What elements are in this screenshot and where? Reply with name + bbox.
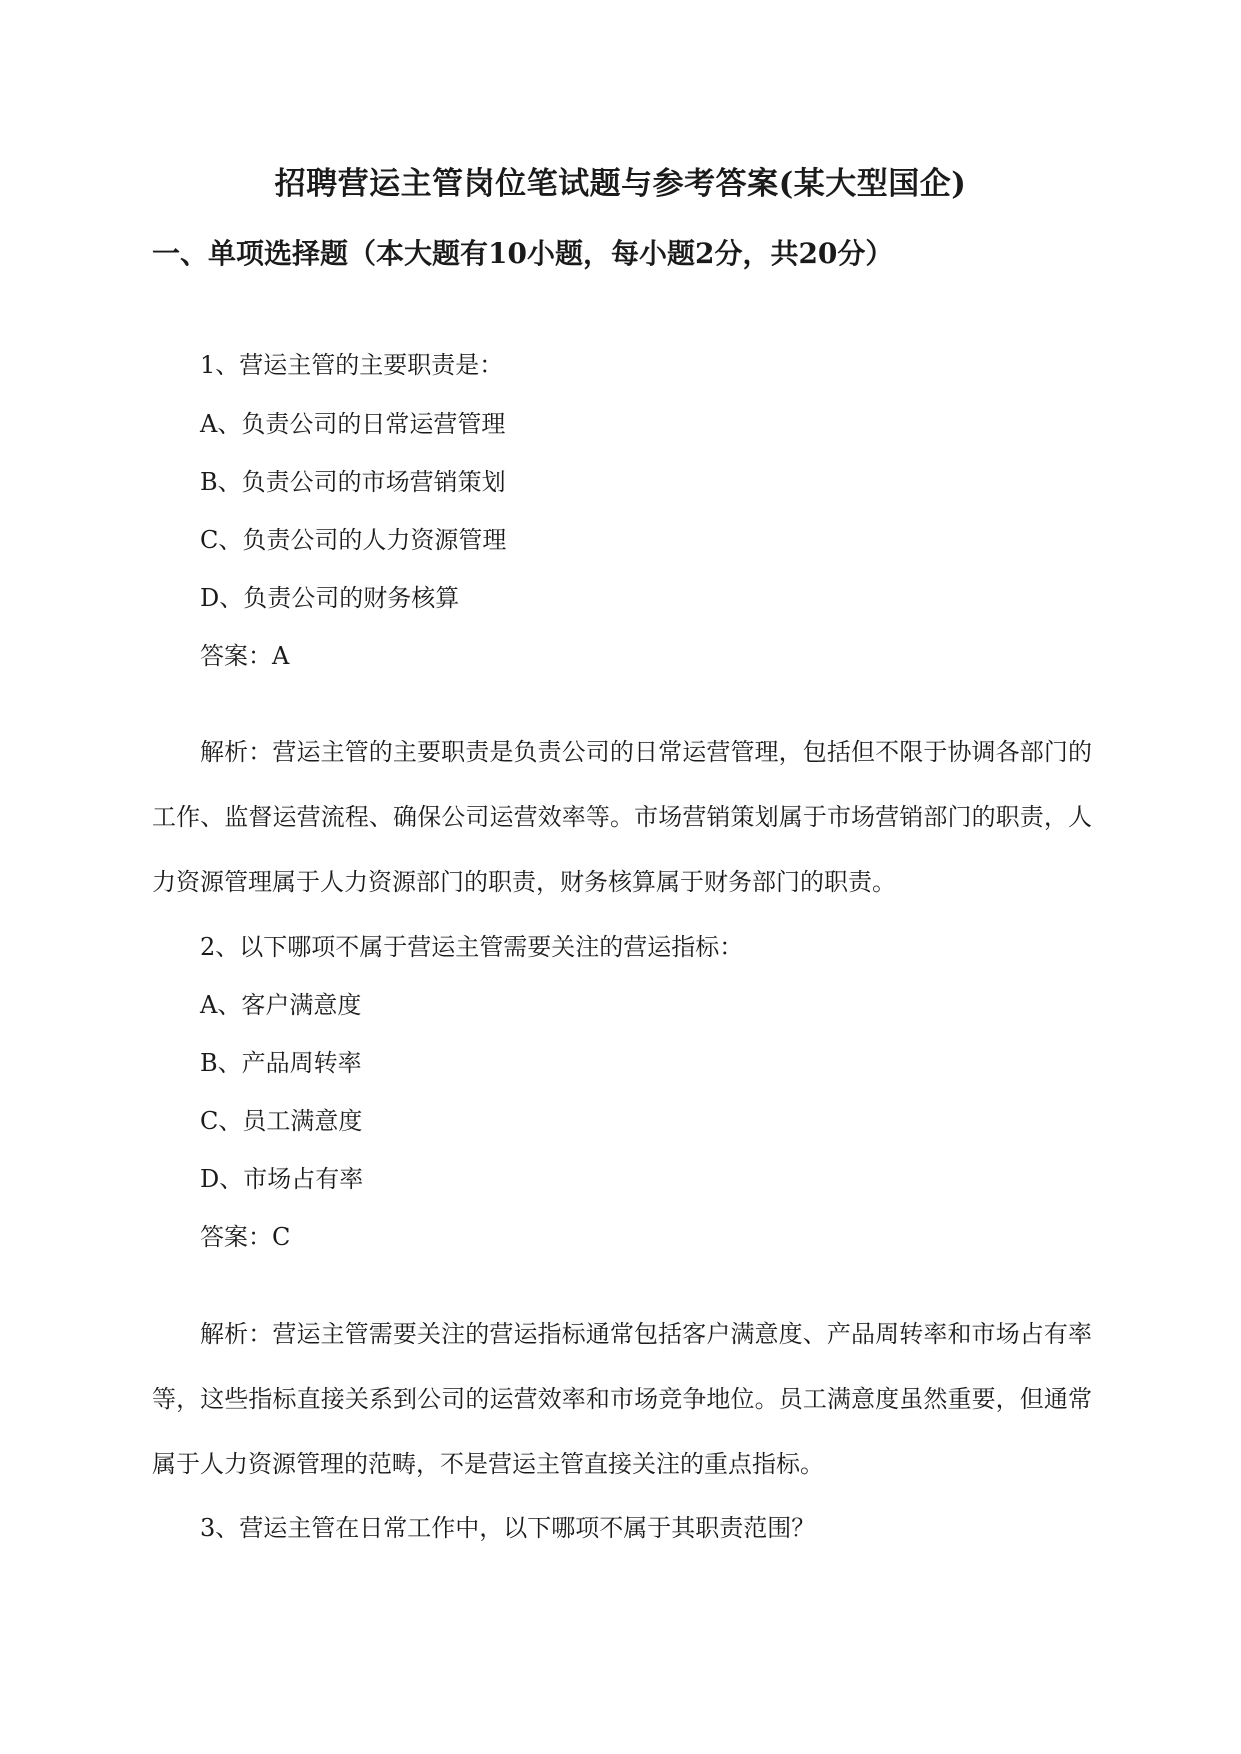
question-2-answer: 答案：C — [200, 1223, 291, 1251]
question-1-answer: 答案：A — [200, 642, 290, 670]
question-2-option-d: D、市场占有率 — [200, 1165, 364, 1193]
question-1-option-c: C、负责公司的人力资源管理 — [200, 526, 507, 554]
section-heading: 一、单项选择题（本大题有10小题，每小题2分，共20分） — [152, 237, 894, 270]
question-1-stem: 1、营运主管的主要职责是： — [200, 351, 504, 379]
question-2-option-a: A、客户满意度 — [200, 991, 362, 1019]
question-2-option-c: C、员工满意度 — [200, 1107, 363, 1135]
question-2-analysis: 解析：营运主管需要关注的营运指标通常包括客户满意度、产品周转率和市场占有率等，这些指标直接关系到公司的运营效率和市场竞争地位。员工满意度虽然重要，但通常属于人力资源管理的范畴，不是营运主管直接关注的重点指标。 — [152, 1320, 1092, 1478]
question-2-option-b: B、产品周转率 — [200, 1049, 362, 1077]
document-title: 招聘营运主管岗位笔试题与参考答案(某大型国企) — [274, 166, 967, 202]
question-1-analysis: 解析：营运主管的主要职责是负责公司的日常运营管理，包括但不限于协调各部门的工作、监督运营流程、确保公司运营效率等。市场营销策划属于市场营销部门的职责，人力资源管理属于人力资源部门的职责，财务核算属于财务部门的职责。 — [152, 738, 1092, 896]
question-1-option-a: A、负责公司的日常运营管理 — [200, 410, 506, 438]
question-3-stem: 3、营运主管在日常工作中，以下哪项不属于其职责范围？ — [200, 1514, 816, 1542]
question-2-stem: 2、以下哪项不属于营运主管需要关注的营运指标： — [200, 933, 744, 961]
question-1-option-b: B、负责公司的市场营销策划 — [200, 468, 506, 496]
question-1-option-d: D、负责公司的财务核算 — [200, 584, 460, 612]
